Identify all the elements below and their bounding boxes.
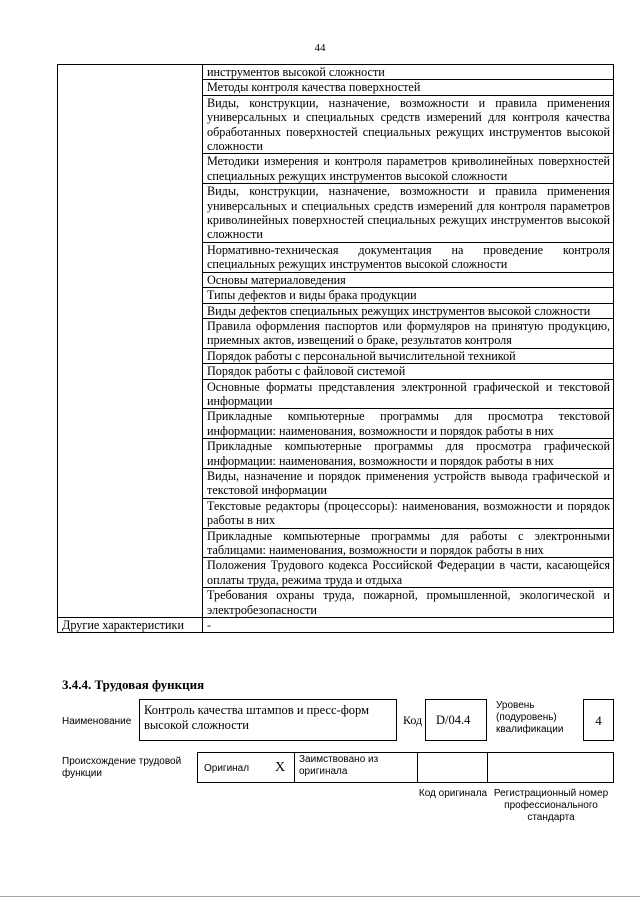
reg-number-cell (488, 753, 613, 782)
code-value: D/04.4 (436, 713, 471, 727)
requirement-item: Требования охраны труда, пожарной, промышленной, экологической и электробезопасности (203, 588, 614, 618)
code-label: Код (403, 713, 423, 727)
original-label: Оригинал (204, 763, 250, 774)
requirement-item: Виды, конструкции, назначение, возможности и правила применения универсальных и специальных средств измерений для контроля качества обработанных поверхностей специальных режущих инструментов высокой сложности (203, 95, 614, 154)
requirement-item: Порядок работы с персональной вычислительной техникой (203, 348, 614, 363)
requirement-item: Основы материаловедения (203, 272, 614, 287)
requirement-item: Типы дефектов и виды брака продукции (203, 288, 614, 303)
other-characteristics-row (58, 618, 614, 633)
function-name-value: Контроль качества штампов и пресс-форм высокой сложности (144, 703, 370, 732)
requirement-item: Прикладные компьютерные программы для просмотра графической информации: наименования, возможности и порядок работы в них (203, 439, 614, 469)
origin-row (197, 752, 614, 783)
row-label-cell (58, 65, 203, 618)
borrowed-cell (295, 753, 418, 782)
table-row (58, 65, 614, 80)
borrowed-label: Заимствовано из оригинала (299, 754, 379, 777)
other-characteristics-value: - (203, 618, 614, 633)
original-mark: X (275, 760, 286, 775)
code-box (425, 699, 487, 741)
requirement-item: Прикладные компьютерные программы для просмотра текстовой информации: наименования, возможности и порядок работы в них (203, 409, 614, 439)
code-original-caption: Код оригинала (418, 788, 488, 799)
requirement-item: Нормативно-техническая документация на проведение контроля специальных режущих инструментов высокой сложности (203, 242, 614, 272)
level-value: 4 (595, 713, 602, 728)
code-original-cell (418, 753, 488, 782)
requirement-item: Виды дефектов специальных режущих инструментов высокой сложности (203, 303, 614, 318)
requirement-item: Текстовые редакторы (процессоры): наименования, возможности и порядок работы в них (203, 498, 614, 528)
name-label: Наименование (62, 716, 132, 727)
requirement-item: инструментов высокой сложности (203, 65, 614, 80)
requirement-item: Положения Трудового кодекса Российской Федерации в части, касающейся оплаты труда, режима труда и отдыха (203, 558, 614, 588)
origin-label: Происхождение трудовой функции (62, 756, 182, 779)
page-number: 44 (314, 42, 326, 54)
level-label: Уровень (подуровень) квалификации (496, 700, 564, 735)
other-characteristics-label: Другие характеристики (58, 618, 203, 633)
requirement-item: Порядок работы с файловой системой (203, 364, 614, 379)
required-knowledge-body (58, 65, 614, 633)
section-title: 3.4.4. Трудовая функция (62, 677, 205, 692)
original-cell (198, 753, 295, 782)
requirement-item: Основные форматы представления электронной графической и текстовой информации (203, 379, 614, 409)
reg-number-caption: Регистрационный номер профессионального стандарта (493, 788, 609, 823)
function-name-box (139, 699, 397, 741)
page-bottom-edge (0, 896, 640, 897)
level-box (583, 699, 614, 741)
requirement-item: Прикладные компьютерные программы для работы с электронными таблицами: наименования, возможности и порядок работы в них (203, 528, 614, 558)
requirement-item: Виды, назначение и порядок применения устройств вывода графической и текстовой информации (203, 468, 614, 498)
required-knowledge-table (57, 64, 614, 633)
requirement-item: Методы контроля качества поверхностей (203, 80, 614, 95)
requirement-item: Правила оформления паспортов или формуляров на принятую продукцию, приемных актов, извещений о браке, результатов контроля (203, 318, 614, 348)
requirement-item: Виды, конструкции, назначение, возможности и правила применения универсальных и специальных средств измерений для контроля параметров криволинейных поверхностей специальных режущих инструментов высокой сложности (203, 184, 614, 243)
requirement-item: Методики измерения и контроля параметров криволинейных поверхностей специальных режущих инструментов высокой сложности (203, 154, 614, 184)
